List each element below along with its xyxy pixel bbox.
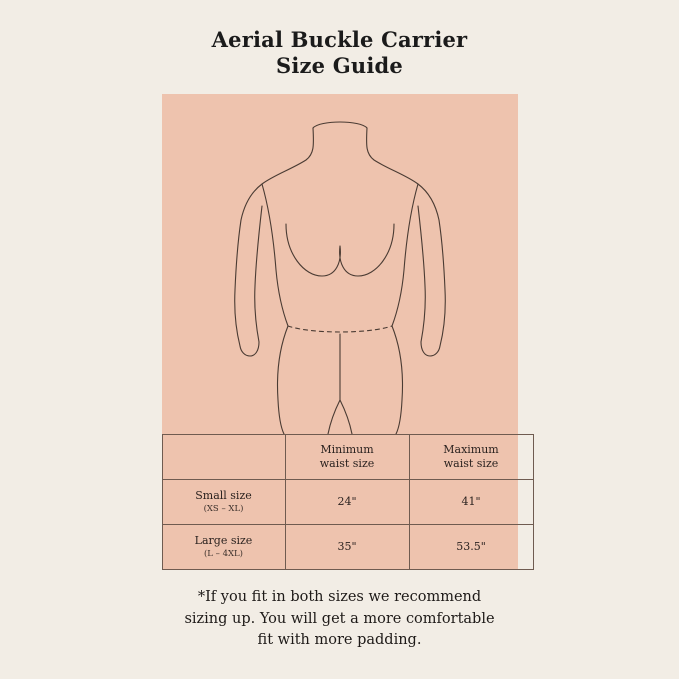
row-small-label-text: Small size xyxy=(195,489,252,503)
figure-icon xyxy=(162,94,518,434)
table-header-row xyxy=(162,435,533,480)
footnote-line-1: *If you fit in both sizes we recommend xyxy=(197,589,482,606)
row-small-maximum: 41" xyxy=(409,480,533,525)
header-maximum-line1: Maximum xyxy=(443,443,499,457)
footnote-line-3: fit with more padding. xyxy=(257,631,422,648)
table-header-minimum xyxy=(285,435,409,480)
row-large-label xyxy=(162,525,285,570)
footnote xyxy=(125,587,555,651)
header-maximum-line2: waist size xyxy=(443,457,499,471)
torso-figure-illustration xyxy=(162,94,518,434)
table-header-maximum xyxy=(409,435,533,480)
footnote-line-2: sizing up. You will get a more comfortable xyxy=(184,610,495,627)
table-row xyxy=(162,480,533,525)
size-guide-card xyxy=(162,94,518,570)
row-large-minimum: 35" xyxy=(285,525,409,570)
size-table xyxy=(162,434,534,570)
row-small-label xyxy=(162,480,285,525)
title-line-1: Aerial Buckle Carrier xyxy=(211,27,468,52)
header-minimum-line1: Minimum xyxy=(320,443,374,457)
row-large-label-text: Large size xyxy=(194,534,253,548)
table-row xyxy=(162,525,533,570)
header-minimum-line2: waist size xyxy=(319,457,375,471)
row-large-maximum: 53.5" xyxy=(409,525,533,570)
page-title xyxy=(212,27,468,79)
row-large-sublabel: (L – 4XL) xyxy=(203,549,244,560)
title-line-2: Size Guide xyxy=(276,53,403,79)
row-small-minimum: 24" xyxy=(285,480,409,525)
table-corner-cell xyxy=(162,435,285,480)
row-small-sublabel: (XS – XL) xyxy=(203,504,244,515)
